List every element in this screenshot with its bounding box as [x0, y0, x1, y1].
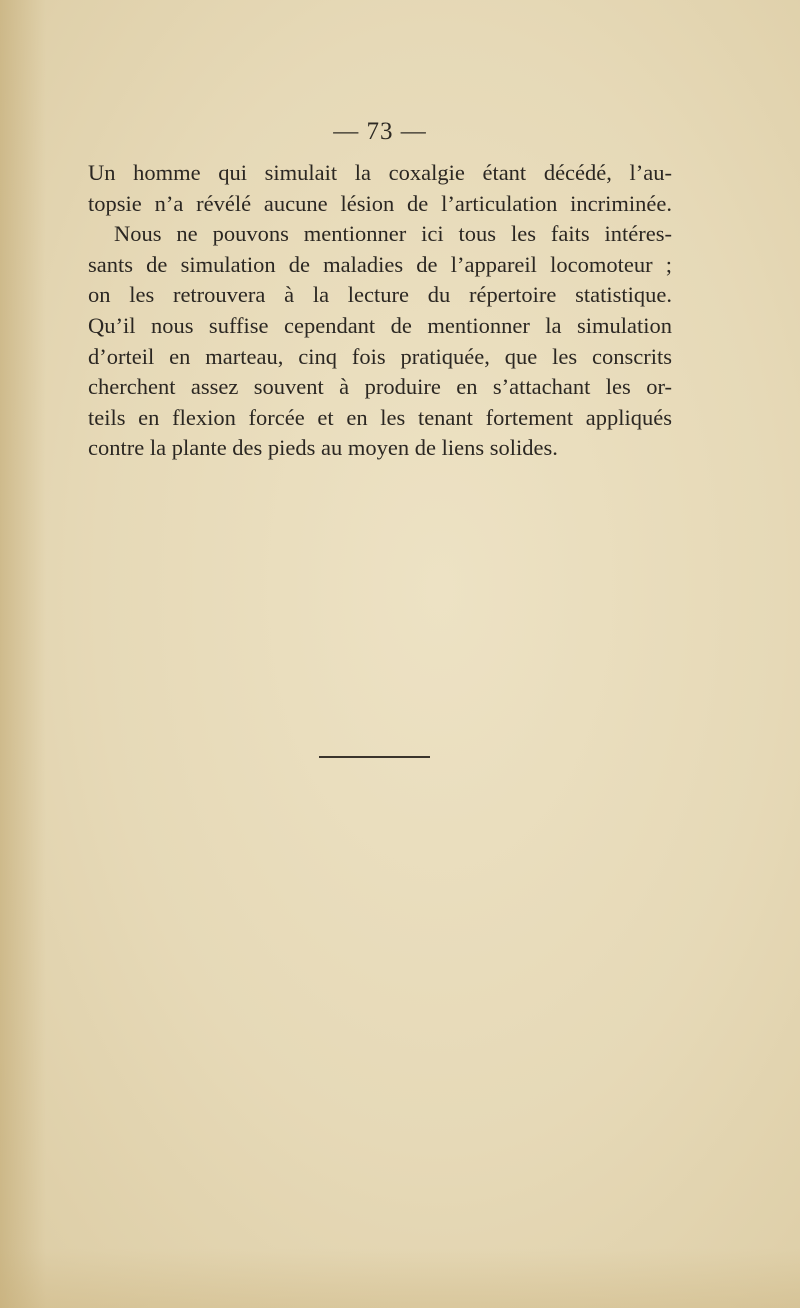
page-number: — 73 — [333, 118, 427, 145]
text-line: on les retrouvera à la lecture du répertoire statistique. [88, 282, 672, 308]
text-line: Nous ne pouvons mentionner ici tous les faits intéres- [114, 221, 672, 247]
body-text [88, 158, 672, 464]
end-separator-rule [319, 756, 430, 758]
page-edge-shadow [0, 0, 46, 1308]
text-line: topsie n’a révélé aucune lésion de l’articulation incriminée. [88, 190, 672, 216]
text-line: Un homme qui simulait la coxalgie étant décédé, l’au- [88, 160, 672, 185]
text-line: Qu’il nous suffise cependant de mentionner la simulation [88, 312, 672, 338]
page-bottom-shadow [0, 1248, 800, 1308]
text-line: teils en flexion forcée et en les tenant fortement appliqués [88, 404, 672, 430]
text-line: d’orteil en marteau, cinq fois pratiquée, que les conscrits [88, 343, 672, 369]
text-line: cherchent assez souvent à produire en s’attachant les or- [88, 374, 672, 400]
text-line: sants de simulation de maladies de l’appareil locomoteur ; [88, 251, 672, 277]
text-line: contre la plante des pieds au moyen de liens solides. [88, 435, 558, 461]
